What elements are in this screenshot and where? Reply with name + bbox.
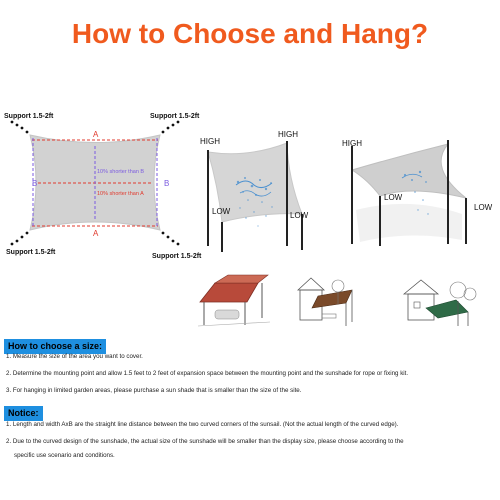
rect-low-right: LOW: [290, 211, 309, 220]
choose-step-2: 2. Determine the mounting point and allow 1.5 feet to 2 feet of expansion space between the mounting point and the sunshade for rope or fixing kit.: [6, 370, 409, 377]
notice-item-2-continued: specific use scenario and conditions.: [14, 452, 115, 459]
support-label-tl: Support 1.5-2ft: [4, 113, 54, 120]
dimension-b-left: B: [32, 179, 38, 188]
tri-high: HIGH: [342, 139, 362, 148]
dimension-b-right: B: [164, 179, 170, 188]
notice-section: [4, 403, 43, 421]
scene-carport-illustration: [198, 275, 270, 326]
dimension-a-bottom: A: [93, 229, 99, 238]
tri-low-right: LOW: [474, 203, 493, 212]
tri-low-left: LOW: [384, 193, 403, 202]
notice-item-2: 2. Due to the curved design of the sunshade, the actual size of the sunshade will be smaller than the display size, please choose according to the: [6, 438, 404, 445]
rectangle-shade-diagram: [200, 130, 309, 252]
scene-patio-illustration: [298, 278, 352, 326]
support-label-br: Support 1.5-2ft: [152, 253, 202, 260]
support-label-bl: Support 1.5-2ft: [6, 249, 56, 256]
notice-heading: Notice:: [4, 406, 43, 421]
choose-step-3: 3. For hanging in limited garden areas, please purchase a sun shade that is smaller than the size of the site.: [6, 387, 302, 394]
rect-high-right: HIGH: [278, 130, 298, 139]
how-to-choose-heading: How to choose a size:: [4, 339, 106, 354]
choose-step-1: 1. Measure the size of the area you want to cover.: [6, 353, 143, 360]
dimension-a-top: A: [93, 130, 99, 139]
triangle-shade-diagram: [342, 139, 493, 246]
square-shade-diagram: [4, 113, 202, 260]
notice-item-1: 1. Length and width AxB are the straight line distance between the two curved corners of the sunsail. (Not the actual length of the curved edge).: [6, 421, 399, 428]
rect-low-left: LOW: [212, 207, 231, 216]
note-shorter-a: 10% shorter than A: [97, 191, 144, 197]
support-label-tr: Support 1.5-2ft: [150, 113, 200, 120]
page-title: How to Choose and Hang?: [71, 18, 429, 49]
scene-garden-illustration: [404, 280, 476, 326]
rect-high-left: HIGH: [200, 137, 220, 146]
note-shorter-b: 10% shorter than B: [97, 169, 145, 175]
how-to-choose-section: [4, 336, 106, 354]
